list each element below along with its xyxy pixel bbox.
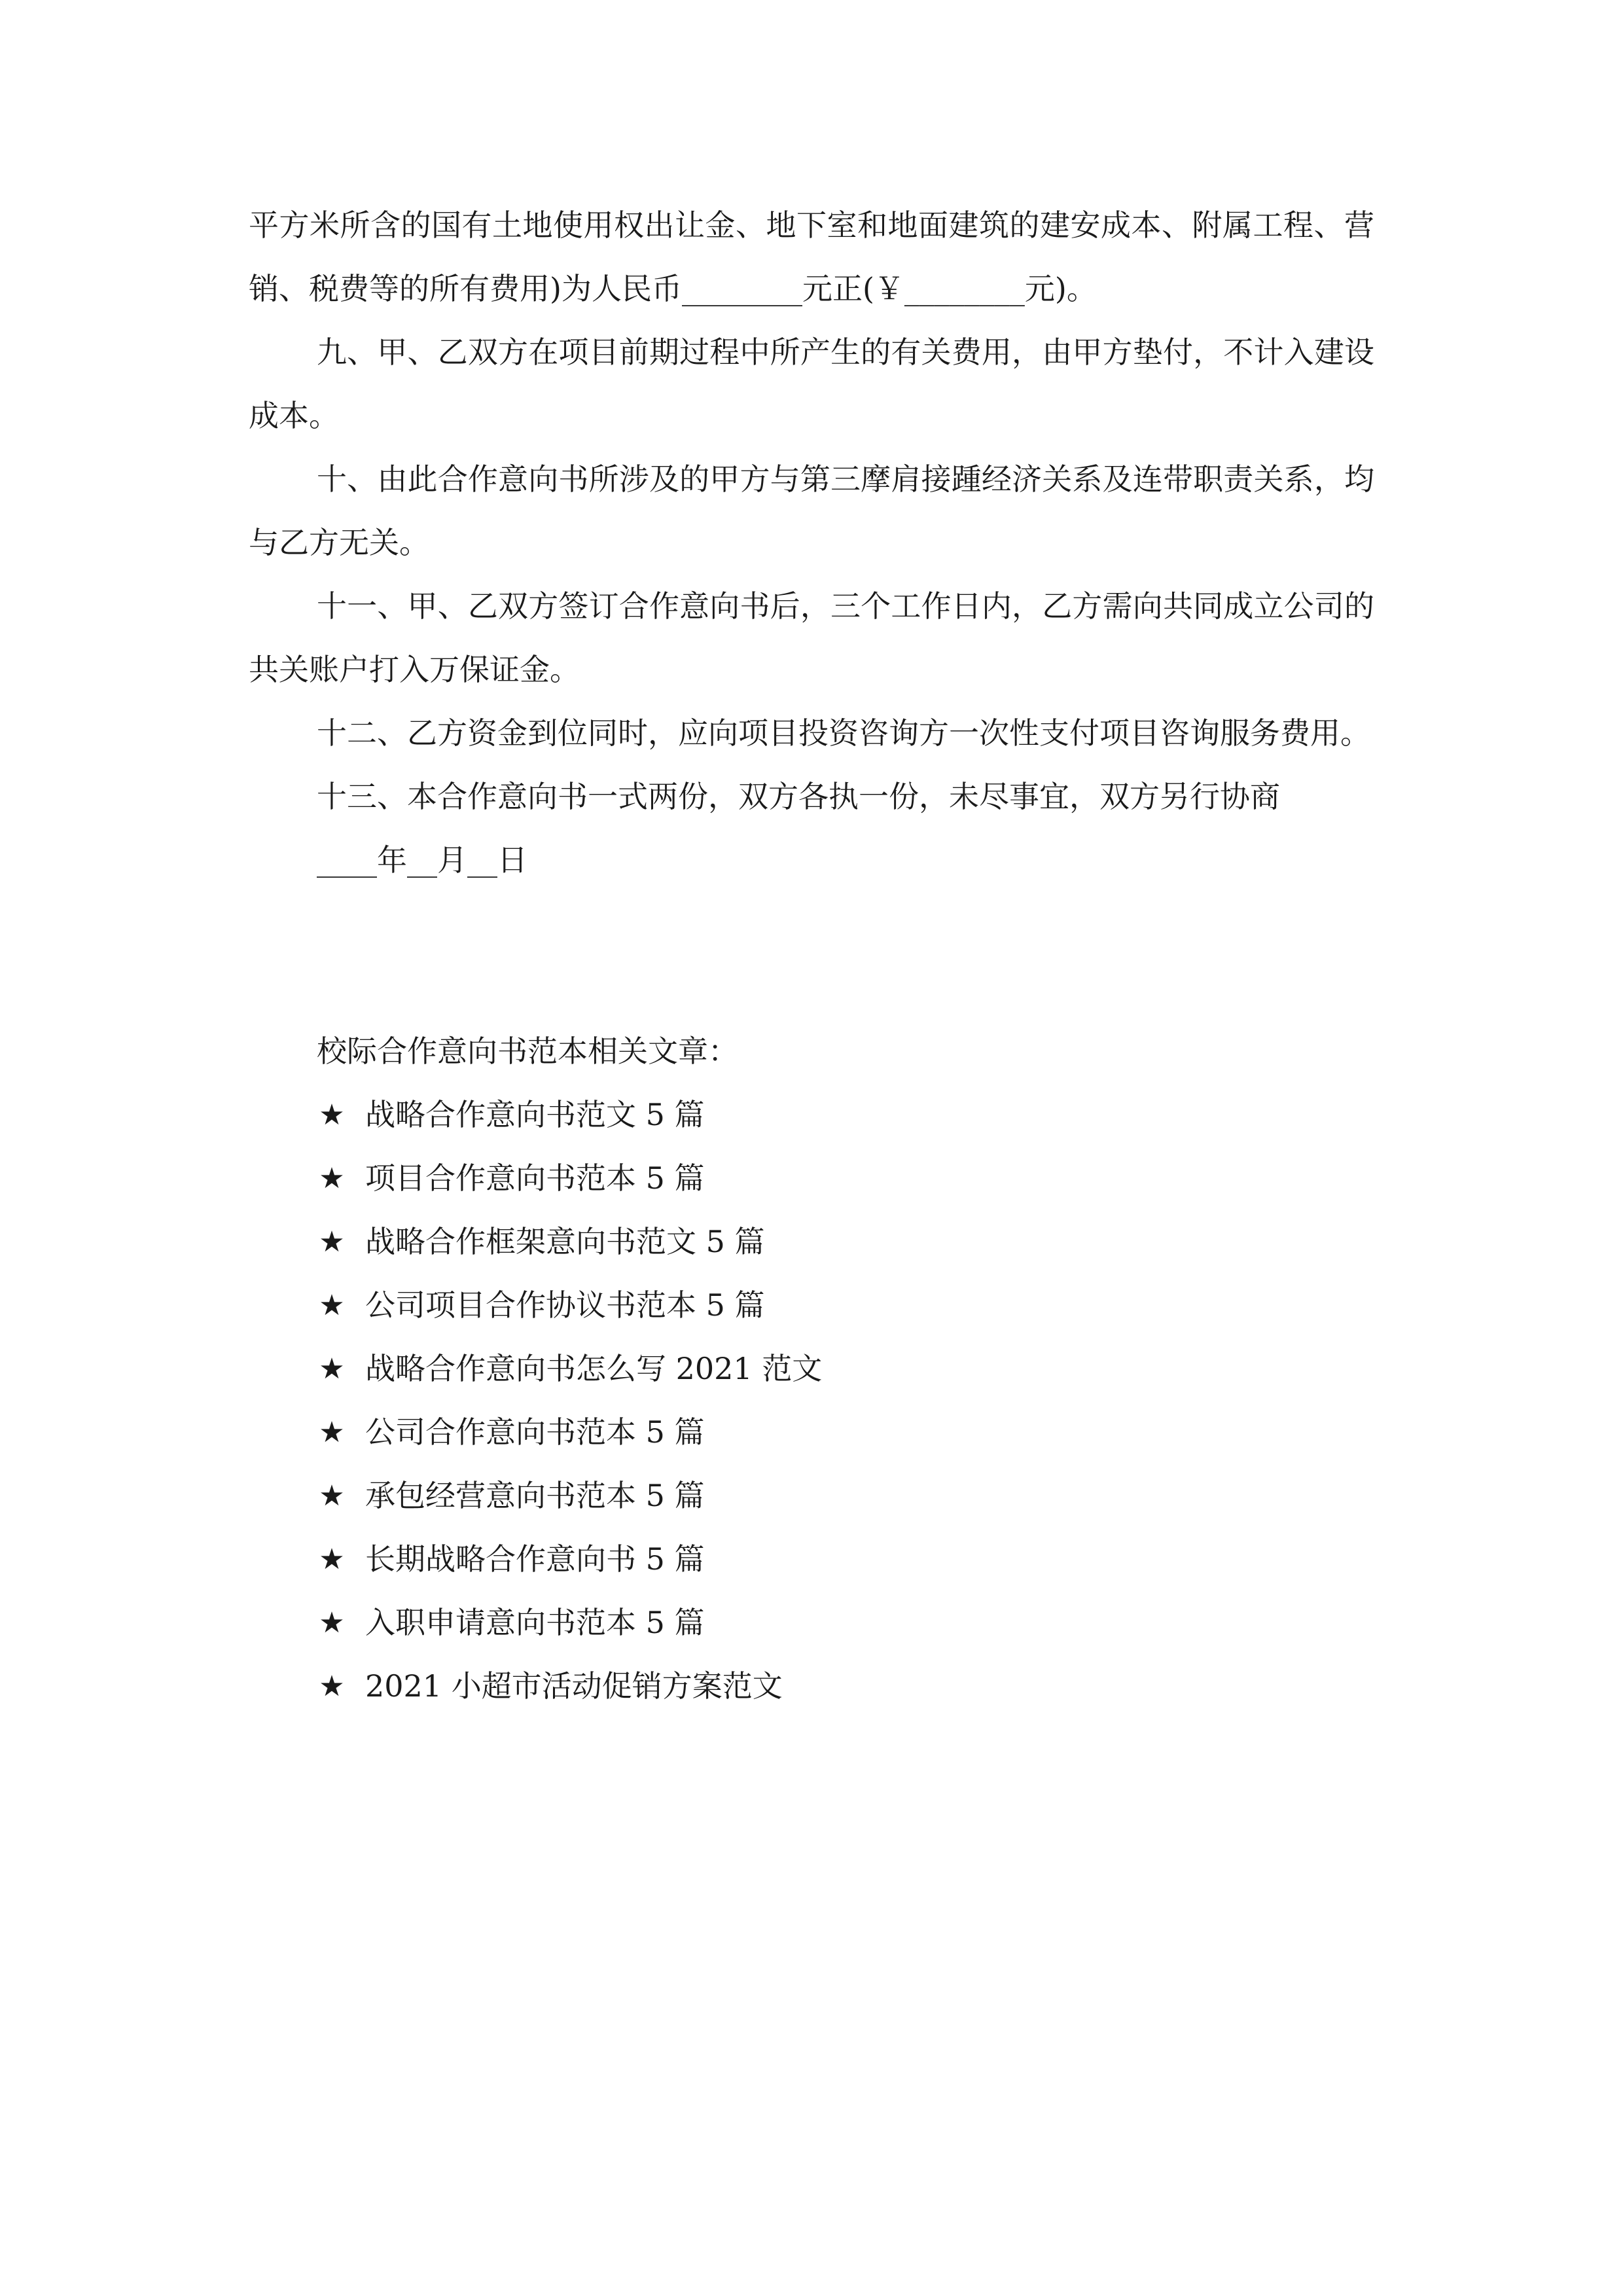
related-article-link[interactable]: 公司项目合作协议书范本 5 篇 xyxy=(365,1287,765,1323)
related-article-link[interactable]: 承包经营意向书范本 5 篇 xyxy=(365,1478,705,1513)
document-body xyxy=(249,194,1374,1718)
star-icon: ★ xyxy=(319,1162,345,1195)
star-icon: ★ xyxy=(319,1098,345,1132)
related-articles-section xyxy=(249,1020,1374,1718)
related-article-link[interactable]: 入职申请意向书范本 5 篇 xyxy=(365,1605,705,1640)
date-line: ____年__月__日 xyxy=(317,842,527,878)
list-item xyxy=(317,1337,1374,1401)
related-article-link[interactable]: 2021 小超市活动促销方案范文 xyxy=(365,1668,783,1704)
star-icon: ★ xyxy=(319,1479,345,1513)
related-article-link[interactable]: 战略合作意向书范文 5 篇 xyxy=(365,1097,705,1132)
star-icon: ★ xyxy=(319,1543,345,1576)
star-icon: ★ xyxy=(319,1289,345,1322)
paragraph-clause-11: 十一、甲、乙双方签订合作意向书后，三个工作日内，乙方需向共同成立公司的共关账户打入万保证金。 xyxy=(249,588,1374,687)
related-articles-list xyxy=(317,1083,1374,1718)
list-item xyxy=(317,1147,1374,1210)
paragraph-cost-continued: 平方米所含的国有土地使用权出让金、地下室和地面建筑的建安成本、附属工程、营销、税费等的所有费用)为人民币________元正(￥________元)。 xyxy=(249,207,1374,306)
related-article-link[interactable]: 公司合作意向书范本 5 篇 xyxy=(365,1414,705,1450)
list-item xyxy=(317,1083,1374,1147)
star-icon: ★ xyxy=(319,1606,345,1640)
list-item xyxy=(317,1401,1374,1464)
list-item xyxy=(317,1528,1374,1591)
list-item xyxy=(317,1210,1374,1274)
list-item xyxy=(317,1591,1374,1655)
star-icon: ★ xyxy=(319,1670,345,1703)
list-item xyxy=(317,1655,1374,1718)
list-item xyxy=(317,1464,1374,1528)
list-item xyxy=(317,1274,1374,1337)
paragraph-clause-12: 十二、乙方资金到位同时，应向项目投资咨询方一次性支付项目咨询服务费用。 xyxy=(317,715,1370,751)
paragraph-clause-9: 九、甲、乙双方在项目前期过程中所产生的有关费用，由甲方垫付，不计入建设成本。 xyxy=(249,334,1374,433)
related-articles-title: 校际合作意向书范本相关文章： xyxy=(317,1033,738,1069)
star-icon: ★ xyxy=(319,1352,345,1386)
related-article-link[interactable]: 长期战略合作意向书 5 篇 xyxy=(365,1541,705,1577)
paragraph-clause-13: 十三、本合作意向书一式两份，双方各执一份，未尽事宜，双方另行协商 xyxy=(317,779,1280,814)
star-icon: ★ xyxy=(319,1416,345,1449)
star-icon: ★ xyxy=(319,1225,345,1259)
related-article-link[interactable]: 战略合作意向书怎么写 2021 范文 xyxy=(365,1351,823,1386)
paragraph-clause-10: 十、由此合作意向书所涉及的甲方与第三摩肩接踵经济关系及连带职责关系，均与乙方无关。 xyxy=(249,461,1374,560)
related-article-link[interactable]: 项目合作意向书范本 5 篇 xyxy=(365,1160,705,1196)
related-article-link[interactable]: 战略合作框架意向书范文 5 篇 xyxy=(365,1224,765,1259)
